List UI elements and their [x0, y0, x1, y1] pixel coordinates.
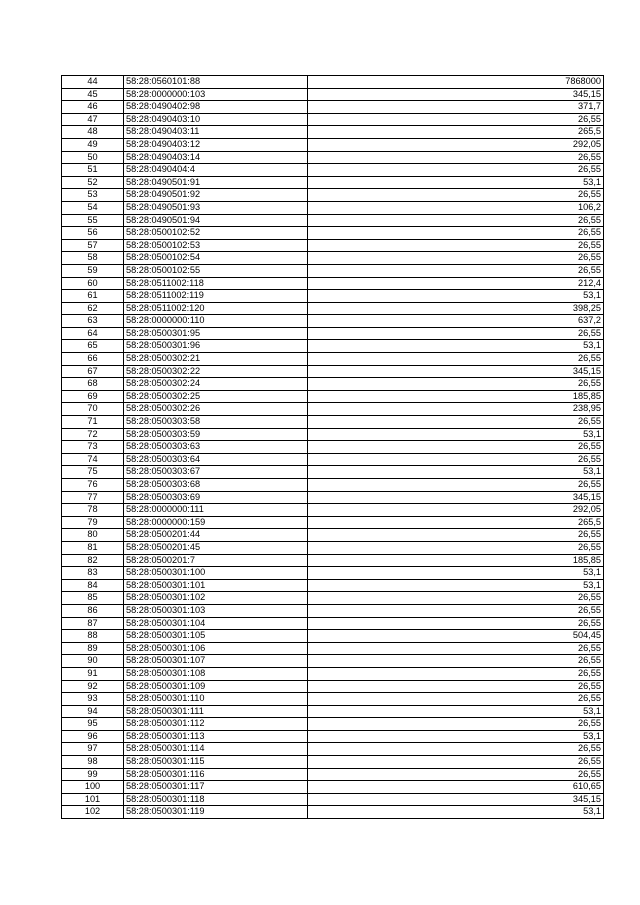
table-row: [62, 315, 604, 328]
row-number-cell: 54: [62, 201, 124, 214]
table-row: [62, 479, 604, 492]
value-cell: 345,15: [308, 793, 604, 806]
value-cell: 26,55: [308, 768, 604, 781]
row-number-cell: 46: [62, 101, 124, 114]
row-number-cell: 92: [62, 680, 124, 693]
cadastral-number-cell: 58:28:0500301:114: [124, 743, 308, 756]
row-number-cell: 85: [62, 592, 124, 605]
table-row: [62, 756, 604, 769]
cadastral-number-cell: 58:28:0490501:91: [124, 176, 308, 189]
value-cell: 26,55: [308, 353, 604, 366]
value-cell: 26,55: [308, 680, 604, 693]
value-cell: 26,55: [308, 113, 604, 126]
row-number-cell: 93: [62, 693, 124, 706]
row-number-cell: 98: [62, 756, 124, 769]
value-cell: 610,65: [308, 781, 604, 794]
cadastral-number-cell: 58:28:0500301:115: [124, 756, 308, 769]
row-number-cell: 63: [62, 315, 124, 328]
row-number-cell: 97: [62, 743, 124, 756]
row-number-cell: 96: [62, 730, 124, 743]
cadastral-number-cell: 58:28:0500301:101: [124, 579, 308, 592]
table-row: [62, 630, 604, 643]
row-number-cell: 60: [62, 277, 124, 290]
value-cell: 398,25: [308, 302, 604, 315]
table-row: [62, 604, 604, 617]
table-row: [62, 781, 604, 794]
cadastral-number-cell: 58:28:0500303:67: [124, 466, 308, 479]
value-cell: 26,55: [308, 756, 604, 769]
cadastral-number-cell: 58:28:0560101:88: [124, 76, 308, 89]
table-row: [62, 579, 604, 592]
cadastral-number-cell: 58:28:0490501:94: [124, 214, 308, 227]
table-row: [62, 176, 604, 189]
row-number-cell: 79: [62, 516, 124, 529]
row-number-cell: 81: [62, 541, 124, 554]
value-cell: 265,5: [308, 516, 604, 529]
cadastral-number-cell: 58:28:0500301:100: [124, 567, 308, 580]
table-row: [62, 126, 604, 139]
row-number-cell: 82: [62, 554, 124, 567]
value-cell: 26,55: [308, 416, 604, 429]
cadastral-number-cell: 58:28:0500301:111: [124, 705, 308, 718]
table-row: [62, 453, 604, 466]
table-row: [62, 239, 604, 252]
table-row: [62, 416, 604, 429]
cadastral-number-cell: 58:28:0490501:93: [124, 201, 308, 214]
cadastral-number-cell: 58:28:0000000:159: [124, 516, 308, 529]
cadastral-number-cell: 58:28:0500301:117: [124, 781, 308, 794]
value-cell: 7868000: [308, 76, 604, 89]
row-number-cell: 86: [62, 604, 124, 617]
value-cell: 53,1: [308, 428, 604, 441]
cadastral-number-cell: 58:28:0500301:106: [124, 642, 308, 655]
cadastral-number-cell: 58:28:0500301:107: [124, 655, 308, 668]
value-cell: 345,15: [308, 365, 604, 378]
value-cell: 26,55: [308, 227, 604, 240]
row-number-cell: 83: [62, 567, 124, 580]
value-cell: 26,55: [308, 743, 604, 756]
value-cell: 53,1: [308, 466, 604, 479]
cadastral-number-cell: 58:28:0500102:52: [124, 227, 308, 240]
value-cell: 53,1: [308, 806, 604, 819]
cadastral-number-cell: 58:28:0500301:112: [124, 718, 308, 731]
cadastral-number-cell: 58:28:0500302:21: [124, 353, 308, 366]
table-row: [62, 113, 604, 126]
table-row: [62, 504, 604, 517]
table-row: [62, 516, 604, 529]
row-number-cell: 47: [62, 113, 124, 126]
value-cell: 26,55: [308, 642, 604, 655]
table-row: [62, 327, 604, 340]
value-cell: 26,55: [308, 592, 604, 605]
value-cell: 345,15: [308, 491, 604, 504]
value-cell: 53,1: [308, 730, 604, 743]
row-number-cell: 100: [62, 781, 124, 794]
cadastral-number-cell: 58:28:0500201:44: [124, 529, 308, 542]
table-row: [62, 680, 604, 693]
table-row: [62, 403, 604, 416]
table-row: [62, 806, 604, 819]
value-cell: 26,55: [308, 264, 604, 277]
row-number-cell: 75: [62, 466, 124, 479]
cadastral-number-cell: 58:28:0500301:110: [124, 693, 308, 706]
value-cell: 292,05: [308, 138, 604, 151]
value-cell: 53,1: [308, 340, 604, 353]
table-row: [62, 428, 604, 441]
table-row: [62, 214, 604, 227]
table-row: [62, 567, 604, 580]
value-cell: 345,15: [308, 88, 604, 101]
row-number-cell: 44: [62, 76, 124, 89]
value-cell: 26,55: [308, 164, 604, 177]
table-row: [62, 667, 604, 680]
value-cell: 53,1: [308, 579, 604, 592]
cadastral-number-cell: 58:28:0500301:105: [124, 630, 308, 643]
value-cell: 26,55: [308, 529, 604, 542]
cadastral-number-cell: 58:28:0490501:92: [124, 189, 308, 202]
value-cell: 26,55: [308, 453, 604, 466]
cadastral-number-cell: 58:28:0500301:103: [124, 604, 308, 617]
row-number-cell: 69: [62, 390, 124, 403]
value-cell: 238,95: [308, 403, 604, 416]
row-number-cell: 89: [62, 642, 124, 655]
row-number-cell: 77: [62, 491, 124, 504]
table-row: [62, 353, 604, 366]
table-row: [62, 529, 604, 542]
cadastral-number-cell: 58:28:0500102:54: [124, 252, 308, 265]
row-number-cell: 56: [62, 227, 124, 240]
parcel-table: [61, 75, 604, 819]
table-row: [62, 617, 604, 630]
table-row: [62, 201, 604, 214]
row-number-cell: 76: [62, 479, 124, 492]
table-row: [62, 88, 604, 101]
table-row: [62, 164, 604, 177]
value-cell: 26,55: [308, 718, 604, 731]
row-number-cell: 74: [62, 453, 124, 466]
table-row: [62, 793, 604, 806]
cadastral-number-cell: 58:28:0511002:120: [124, 302, 308, 315]
table-row: [62, 302, 604, 315]
table-row: [62, 252, 604, 265]
table-row: [62, 290, 604, 303]
value-cell: 26,55: [308, 667, 604, 680]
row-number-cell: 95: [62, 718, 124, 731]
row-number-cell: 48: [62, 126, 124, 139]
row-number-cell: 53: [62, 189, 124, 202]
cadastral-number-cell: 58:28:0500102:55: [124, 264, 308, 277]
value-cell: 504,45: [308, 630, 604, 643]
row-number-cell: 72: [62, 428, 124, 441]
table-row: [62, 705, 604, 718]
table-row: [62, 264, 604, 277]
value-cell: 26,55: [308, 151, 604, 164]
value-cell: 26,55: [308, 327, 604, 340]
cadastral-number-cell: 58:28:0490403:11: [124, 126, 308, 139]
cadastral-number-cell: 58:28:0500303:59: [124, 428, 308, 441]
value-cell: 371,7: [308, 101, 604, 114]
table-row: [62, 365, 604, 378]
value-cell: 26,55: [308, 252, 604, 265]
value-cell: 265,5: [308, 126, 604, 139]
cadastral-number-cell: 58:28:0500303:58: [124, 416, 308, 429]
value-cell: 185,85: [308, 390, 604, 403]
cadastral-number-cell: 58:28:0490403:12: [124, 138, 308, 151]
table-row: [62, 642, 604, 655]
row-number-cell: 88: [62, 630, 124, 643]
value-cell: 53,1: [308, 705, 604, 718]
value-cell: 26,55: [308, 441, 604, 454]
cadastral-number-cell: 58:28:0490402:98: [124, 101, 308, 114]
cadastral-number-cell: 58:28:0490403:10: [124, 113, 308, 126]
cadastral-number-cell: 58:28:0500301:116: [124, 768, 308, 781]
value-cell: 106,2: [308, 201, 604, 214]
value-cell: 26,55: [308, 239, 604, 252]
row-number-cell: 90: [62, 655, 124, 668]
cadastral-number-cell: 58:28:0490404:4: [124, 164, 308, 177]
table-row: [62, 491, 604, 504]
table-row: [62, 441, 604, 454]
cadastral-number-cell: 58:28:0500302:22: [124, 365, 308, 378]
table-row: [62, 693, 604, 706]
row-number-cell: 62: [62, 302, 124, 315]
value-cell: 185,85: [308, 554, 604, 567]
cadastral-number-cell: 58:28:0500303:69: [124, 491, 308, 504]
row-number-cell: 99: [62, 768, 124, 781]
row-number-cell: 57: [62, 239, 124, 252]
value-cell: 26,55: [308, 189, 604, 202]
table-row: [62, 655, 604, 668]
row-number-cell: 68: [62, 378, 124, 391]
row-number-cell: 45: [62, 88, 124, 101]
cadastral-number-cell: 58:28:0500301:108: [124, 667, 308, 680]
cadastral-number-cell: 58:28:0500301:109: [124, 680, 308, 693]
table-row: [62, 227, 604, 240]
cadastral-number-cell: 58:28:0500301:118: [124, 793, 308, 806]
cadastral-number-cell: 58:28:0500102:53: [124, 239, 308, 252]
value-cell: 26,55: [308, 693, 604, 706]
row-number-cell: 50: [62, 151, 124, 164]
cadastral-number-cell: 58:28:0511002:118: [124, 277, 308, 290]
value-cell: 53,1: [308, 176, 604, 189]
table-row: [62, 378, 604, 391]
table-row: [62, 277, 604, 290]
cadastral-number-cell: 58:28:0500301:95: [124, 327, 308, 340]
cadastral-number-cell: 58:28:0000000:111: [124, 504, 308, 517]
cadastral-number-cell: 58:28:0500303:63: [124, 441, 308, 454]
row-number-cell: 64: [62, 327, 124, 340]
row-number-cell: 55: [62, 214, 124, 227]
row-number-cell: 59: [62, 264, 124, 277]
parcel-table-body: [62, 76, 604, 819]
table-row: [62, 768, 604, 781]
table-row: [62, 340, 604, 353]
table-row: [62, 743, 604, 756]
cadastral-number-cell: 58:28:0000000:110: [124, 315, 308, 328]
row-number-cell: 101: [62, 793, 124, 806]
row-number-cell: 84: [62, 579, 124, 592]
table-row: [62, 466, 604, 479]
value-cell: 26,55: [308, 541, 604, 554]
value-cell: 292,05: [308, 504, 604, 517]
cadastral-number-cell: 58:28:0500301:113: [124, 730, 308, 743]
table-row: [62, 730, 604, 743]
cadastral-number-cell: 58:28:0511002:119: [124, 290, 308, 303]
table-row: [62, 101, 604, 114]
cadastral-number-cell: 58:28:0490403:14: [124, 151, 308, 164]
row-number-cell: 80: [62, 529, 124, 542]
value-cell: 26,55: [308, 617, 604, 630]
table-row: [62, 592, 604, 605]
value-cell: 212,4: [308, 277, 604, 290]
value-cell: 26,55: [308, 378, 604, 391]
table-row: [62, 390, 604, 403]
cadastral-number-cell: 58:28:0500301:104: [124, 617, 308, 630]
row-number-cell: 52: [62, 176, 124, 189]
row-number-cell: 65: [62, 340, 124, 353]
value-cell: 26,55: [308, 214, 604, 227]
cadastral-number-cell: 58:28:0500301:119: [124, 806, 308, 819]
row-number-cell: 66: [62, 353, 124, 366]
table-row: [62, 189, 604, 202]
row-number-cell: 73: [62, 441, 124, 454]
table-row: [62, 718, 604, 731]
row-number-cell: 58: [62, 252, 124, 265]
row-number-cell: 49: [62, 138, 124, 151]
row-number-cell: 94: [62, 705, 124, 718]
row-number-cell: 102: [62, 806, 124, 819]
cadastral-number-cell: 58:28:0500201:7: [124, 554, 308, 567]
value-cell: 26,55: [308, 604, 604, 617]
row-number-cell: 78: [62, 504, 124, 517]
row-number-cell: 71: [62, 416, 124, 429]
value-cell: 26,55: [308, 655, 604, 668]
row-number-cell: 87: [62, 617, 124, 630]
cadastral-number-cell: 58:28:0500302:26: [124, 403, 308, 416]
value-cell: 26,55: [308, 479, 604, 492]
cadastral-number-cell: 58:28:0500303:68: [124, 479, 308, 492]
row-number-cell: 61: [62, 290, 124, 303]
table-row: [62, 554, 604, 567]
cadastral-number-cell: 58:28:0500301:102: [124, 592, 308, 605]
cadastral-number-cell: 58:28:0500302:25: [124, 390, 308, 403]
table-row: [62, 151, 604, 164]
value-cell: 637,2: [308, 315, 604, 328]
value-cell: 53,1: [308, 290, 604, 303]
table-row: [62, 138, 604, 151]
table-row: [62, 541, 604, 554]
row-number-cell: 91: [62, 667, 124, 680]
cadastral-number-cell: 58:28:0500302:24: [124, 378, 308, 391]
row-number-cell: 67: [62, 365, 124, 378]
value-cell: 53,1: [308, 567, 604, 580]
cadastral-number-cell: 58:28:0500201:45: [124, 541, 308, 554]
row-number-cell: 51: [62, 164, 124, 177]
cadastral-number-cell: 58:28:0500301:96: [124, 340, 308, 353]
table-row: [62, 76, 604, 89]
cadastral-number-cell: 58:28:0000000:103: [124, 88, 308, 101]
cadastral-number-cell: 58:28:0500303:64: [124, 453, 308, 466]
row-number-cell: 70: [62, 403, 124, 416]
